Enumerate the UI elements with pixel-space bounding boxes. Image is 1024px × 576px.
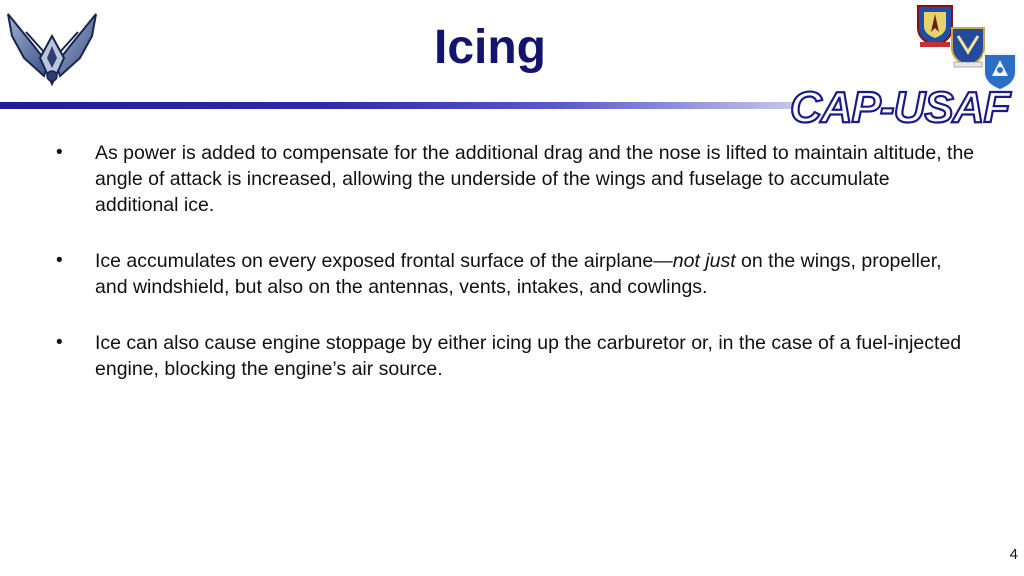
page-number: 4: [1009, 546, 1018, 563]
cap-usaf-logo: [786, 84, 1024, 128]
bullet-text: Ice can also cause engine stoppage by either icing up the carburetor or, in the case of a fuel-injected engine, blocking the engine’s air source.: [95, 332, 962, 380]
bullet-text: [95, 250, 942, 298]
bullet-text-part: on the wings, propeller, and windshield, but also on the antennas, vents, intakes, and cowlings.: [95, 250, 942, 298]
brand-wordmark: CAP-USAF: [790, 84, 1010, 128]
bullet-text-part: Ice accumulates on every exposed frontal surface of the airplane—: [95, 250, 673, 272]
bullet-text: As power is added to compensate for the additional drag and the nose is lifted to maintain altitude, the angle of attack is increased, allowing the underside of the wings and fuselage to accumulate additional ice.: [95, 142, 975, 216]
list-item: [56, 140, 976, 218]
list-item: [56, 330, 976, 382]
header-rule: [0, 102, 800, 109]
unit-shield-badges-icon: [912, 2, 1024, 92]
list-item: [56, 248, 976, 300]
page-title: Icing: [433, 21, 546, 74]
bullet-marker: •: [56, 332, 63, 353]
bullet-marker: •: [56, 142, 63, 163]
bullet-marker: •: [56, 250, 63, 271]
bullet-list: [56, 140, 976, 412]
emphasis-text: not just: [672, 250, 736, 272]
